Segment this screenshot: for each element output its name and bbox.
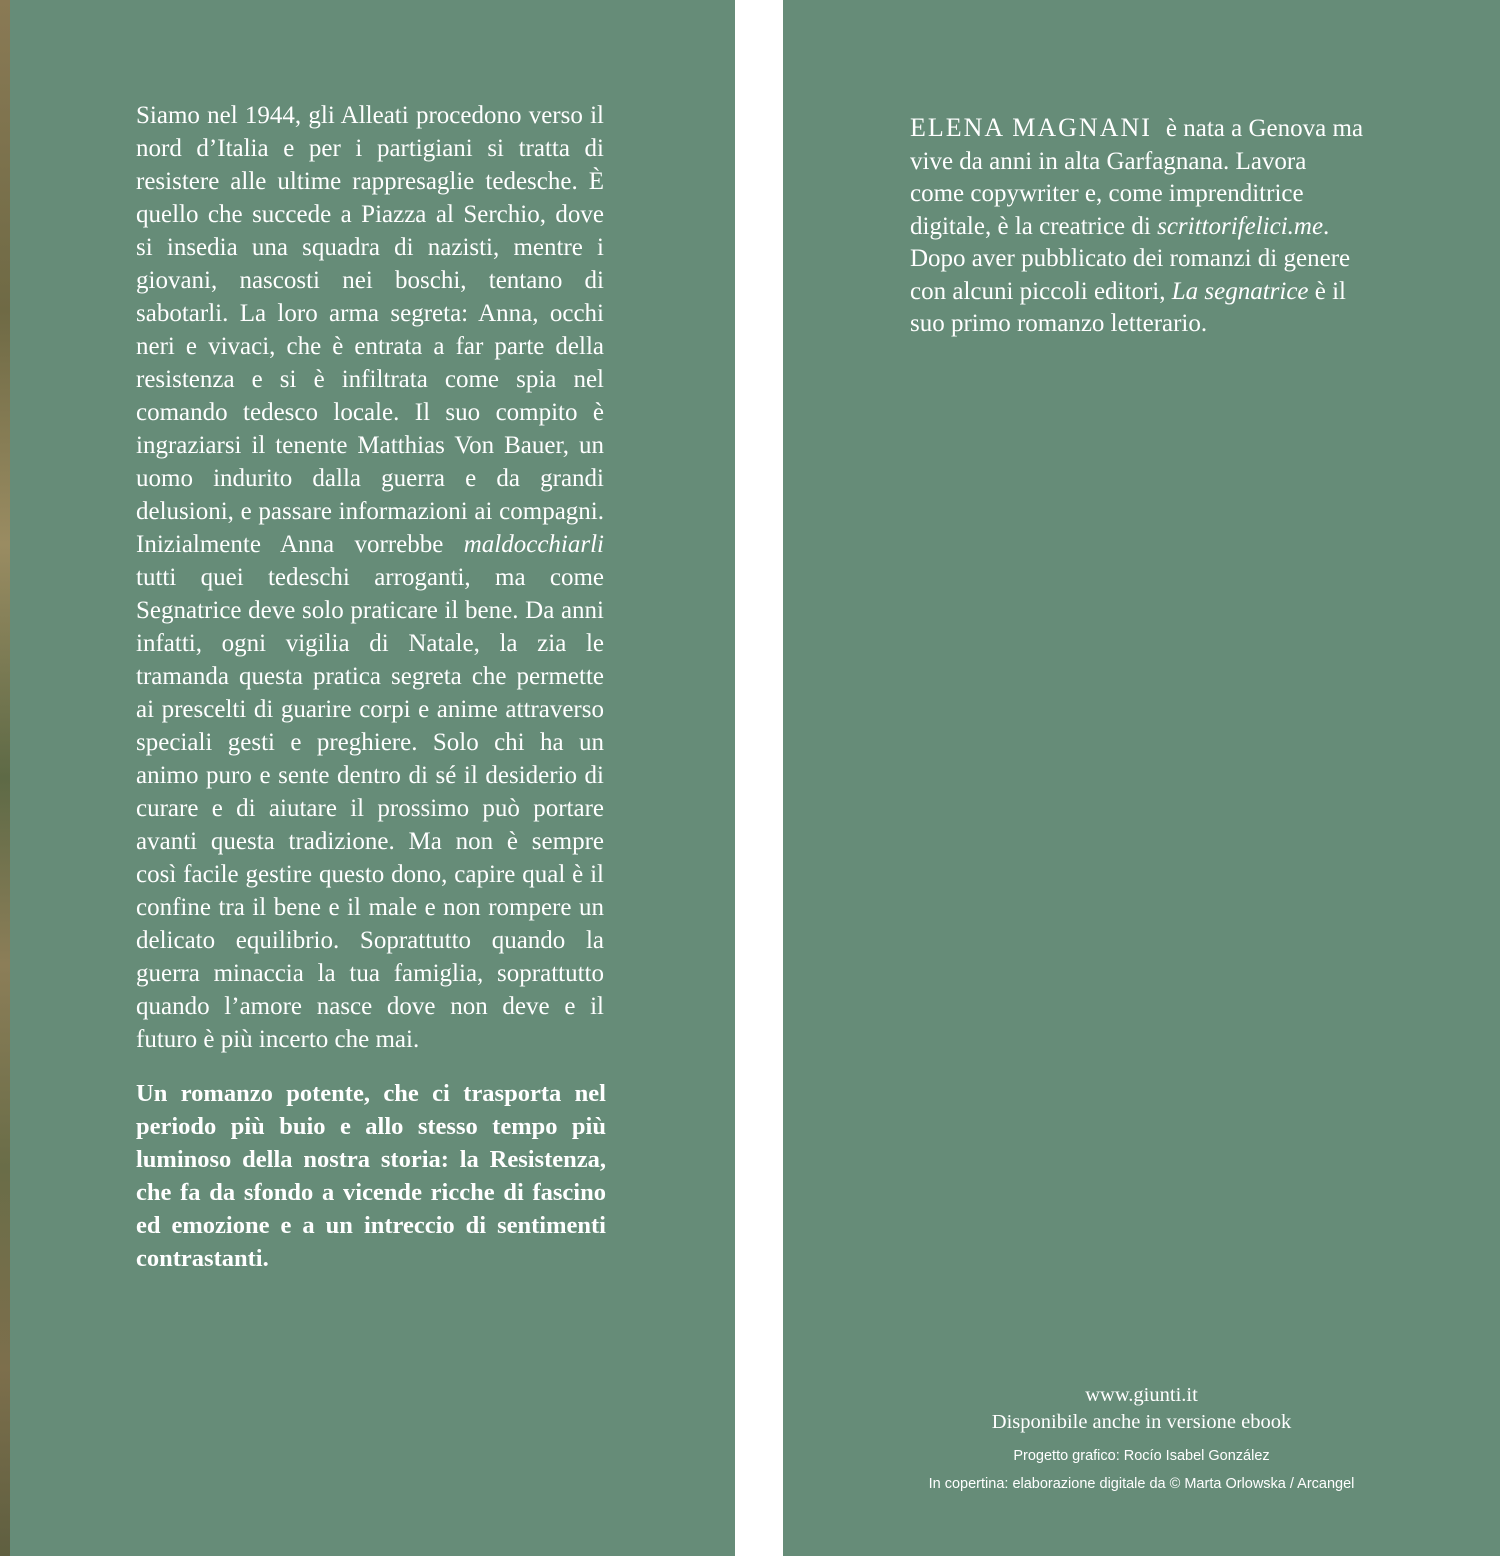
- book-title: La segnatrice: [1171, 277, 1309, 305]
- cover-credit: In copertina: elaborazione digitale da © Marta Orlowska / Arcangel: [928, 1476, 1355, 1492]
- cover-edge-strip: [0, 0, 10, 1556]
- flap-panel: [783, 0, 1500, 1556]
- synopsis-text: [136, 99, 604, 1056]
- bio-part-2: . Dopo aver pubblicato dei romanzi di genere con alcuni piccoli editori,: [910, 212, 1351, 305]
- synopsis-part-1: Siamo nel 1944, gli Alleati procedono verso il nord d’Italia e per i partigiani si tratta di resistere alle ultime rappresaglie tedesche. È quello che succede a Piazza al Serchio, dove si insedia una squadra di nazisti, mentre i giovani, nascosti nei boschi, tentano di sabotarli. La loro arma segreta: Anna, occhi neri e vivaci, che è entrata a far parte della resistenza e si è infiltrata come spia nel comando tedesco locale. Il suo compito è ingraziarsi il tenente Matthias Von Bauer, un uomo indurito dalla guerra e da grandi delusioni, e passare informazioni ai compagni. Inizialmente Anna vorrebbe: [136, 102, 604, 558]
- author-website: scrittorifelici.me: [1157, 212, 1324, 240]
- spine-gutter: [735, 0, 783, 1556]
- tagline: Un romanzo potente, che ci trasporta nel periodo più buio e allo stesso tempo più luminoso della nostra storia: la Resistenza, che fa da sfondo a vicende ricche di fascino ed emozione e a un intreccio di sentimenti contrastanti.: [136, 1080, 606, 1272]
- author-bio: [910, 112, 1365, 341]
- back-cover-panel: [10, 0, 735, 1556]
- synopsis-emphasis: maldocchiarli: [463, 531, 604, 558]
- bio-part-1: è nata a Genova ma vive da anni in alta Garfagnana. Lavora come copywriter e, come imprenditrice digitale, è la creatrice di: [910, 115, 1364, 240]
- ebook-note: Disponibile anche in versione ebook: [991, 1411, 1292, 1433]
- synopsis-part-2: tutti quei tedeschi arroganti, ma come Segnatrice deve solo praticare il bene. Da anni infatti, ogni vigilia di Natale, la zia le tramanda questa pratica segreta che permette ai prescelti di guarire corpi e anime attraverso speciali gesti e preghiere. Solo chi ha un animo puro e sente dentro di sé il desiderio di curare e di aiutare il prossimo può portare avanti questa tradizione. Ma non è sempre così facile gestire questo dono, capire qual è il confine tra il bene e il male e non rompere un delicato equilibrio. Soprattutto quando la guerra minaccia la tua famiglia, soprattutto quando l’amore nasce dove non deve e il futuro è più incerto che mai.: [136, 564, 604, 1053]
- bio-part-3: è il suo primo romanzo letterario.: [910, 277, 1347, 337]
- design-credit: Progetto grafico: Rocío Isabel González: [1013, 1448, 1270, 1464]
- publisher-site: www.giunti.it: [1085, 1384, 1198, 1406]
- author-name: ELENA MAGNANI: [910, 113, 1152, 142]
